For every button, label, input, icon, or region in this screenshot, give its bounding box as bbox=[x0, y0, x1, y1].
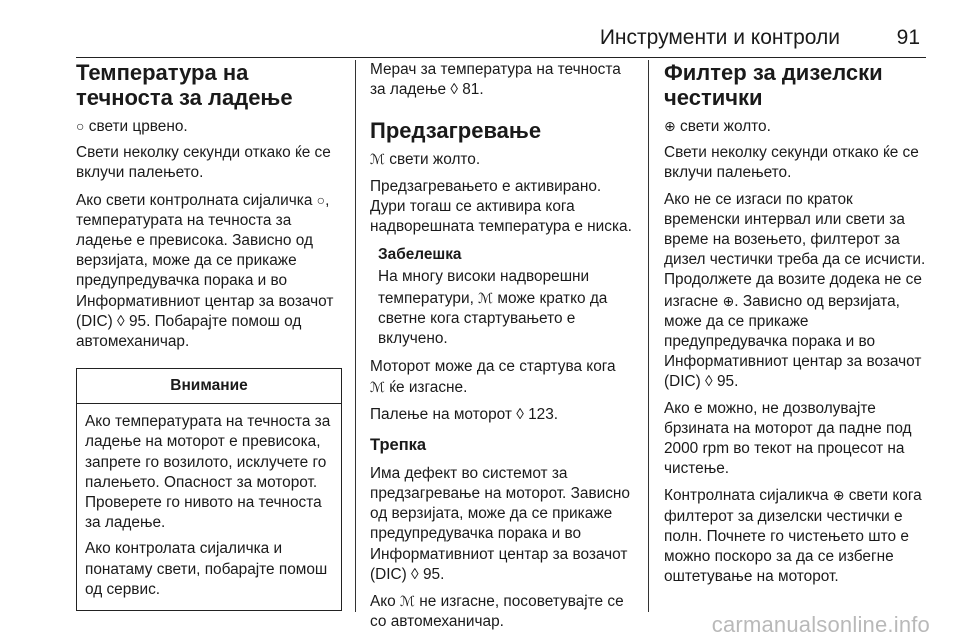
page-reference[interactable]: 81 bbox=[462, 81, 480, 99]
column-divider-1 bbox=[355, 60, 356, 612]
paragraph: Ако свети контролната сијаличка ○, температурата на течноста за ладење е превисока. Зависно од верзијата, може да се прикаже предупредувачка порака и во Информативниот центар за возачот (DIC) ◊ 95. Побарајте помош од автомеханичар. bbox=[76, 191, 334, 351]
note-title: Забелешка bbox=[378, 246, 462, 264]
subheading-flashing: Трепка bbox=[370, 435, 427, 454]
header-title: Инструменти и контроли bbox=[599, 26, 840, 49]
particle-filter-icon: ⊕ bbox=[664, 118, 676, 134]
section-heading-preheating: Предзагревање bbox=[370, 118, 542, 144]
paragraph: Предзагревањето е активирано. Дури тогаш се активира кога надворешната температура е ниска. bbox=[370, 177, 632, 236]
warning-box bbox=[76, 368, 342, 611]
column-2 bbox=[370, 60, 634, 638]
warning-paragraph: Ако температурата на течноста за ладење на моторот е превисока, запрете го возилото, исклучете го палењето. Опасност за моторот. Проверете го нивото на течноста за ладење. bbox=[85, 413, 331, 532]
page-header bbox=[76, 22, 926, 58]
particle-filter-icon: ⊕ bbox=[832, 487, 845, 504]
reference-arrow-icon: ◊ bbox=[705, 373, 713, 391]
paragraph: Палење на моторот ◊ 123. bbox=[370, 405, 559, 423]
reference-arrow-icon: ◊ bbox=[411, 565, 419, 583]
warning-body bbox=[77, 404, 341, 610]
paragraph: Ако ℳ не изгасне, посоветувајте се со автомеханичар. bbox=[370, 593, 624, 631]
column-divider-2 bbox=[648, 60, 649, 612]
note-text: На многу високи надворешни температури, ℳ може кратко да светне кога стартувањето е вклучено. bbox=[378, 268, 608, 348]
paragraph: Ако е можно, не дозволувајте брзината на моторот да падне под 2000 rpm во текот на процесот на чистење. bbox=[664, 399, 912, 478]
coolant-warning-icon: ○ bbox=[316, 191, 326, 208]
paragraph: Свети неколку секунди откако ќе се вклучи палењето. bbox=[76, 144, 331, 182]
paragraph: Ако не се изгаси по краток временски интервал или свети за време на возењето, филтерот за дизел честички треба да се исчисти. Продолжете да возите додека не се изгасне ⊕. Зависно од верзијата, може да се прикаже предупредувачка порака и во Информативниот центар за возачот (DIC) ◊ 95. bbox=[664, 190, 926, 391]
header-rule bbox=[76, 57, 926, 58]
reference-arrow-icon: ◊ bbox=[450, 81, 458, 99]
paragraph: Има дефект во системот за предзагревање на моторот. Зависно од верзијата, може да се прикаже предупредувачка порака и во Информативниот центар за возачот (DIC) ◊ 95. bbox=[370, 464, 630, 583]
note-box bbox=[370, 245, 634, 349]
particle-filter-icon: ⊕ bbox=[722, 292, 735, 309]
warning-paragraph: Ако контролата сијаличка и понатаму свети, побарајте помош од сервис. bbox=[85, 540, 328, 598]
paragraph: Свети неколку секунди откако ќе се вклучи палењето. bbox=[664, 144, 919, 182]
glow-plug-icon: ℳ bbox=[400, 593, 415, 610]
reference-arrow-icon: ◊ bbox=[516, 405, 524, 423]
paragraph: ○ свети црвено. bbox=[76, 118, 188, 135]
coolant-warning-icon: ○ bbox=[76, 118, 85, 134]
paragraph: Моторот може да се стартува кога ℳ ќе изгасне. bbox=[370, 358, 616, 397]
glow-plug-icon: ℳ bbox=[478, 289, 494, 306]
glow-plug-icon: ℳ bbox=[370, 151, 385, 168]
warning-title: Внимание bbox=[77, 369, 341, 404]
reference-arrow-icon: ◊ bbox=[117, 312, 125, 330]
page-reference[interactable]: 95 bbox=[716, 373, 735, 391]
page-reference[interactable]: 95 bbox=[128, 312, 147, 330]
glow-plug-icon: ℳ bbox=[370, 379, 385, 396]
paragraph: Мерач за температура на течноста за ладење ◊ 81. bbox=[370, 61, 621, 99]
watermark: carmanualsonline.info bbox=[711, 612, 930, 637]
column-1 bbox=[76, 60, 344, 611]
column-3 bbox=[664, 60, 928, 593]
paragraph: ℳ свети жолто. bbox=[370, 151, 481, 169]
page-number: 91 bbox=[896, 26, 920, 49]
paragraph: Контролната сијаликча ⊕ свети кога филтерот за дизелски честички е полн. Почнете го чистењето што е можно поскоро за да се избегне оштетување на моторот. bbox=[664, 487, 922, 586]
page-reference[interactable]: 123 bbox=[528, 405, 554, 423]
page-reference[interactable]: 95 bbox=[422, 565, 441, 583]
paragraph: ⊕ свети жолто. bbox=[664, 118, 771, 135]
section-heading-diesel-filter: Филтер за дизелски честички bbox=[664, 60, 883, 110]
section-heading-coolant-temperature: Температура на течноста за ладење bbox=[76, 60, 293, 110]
